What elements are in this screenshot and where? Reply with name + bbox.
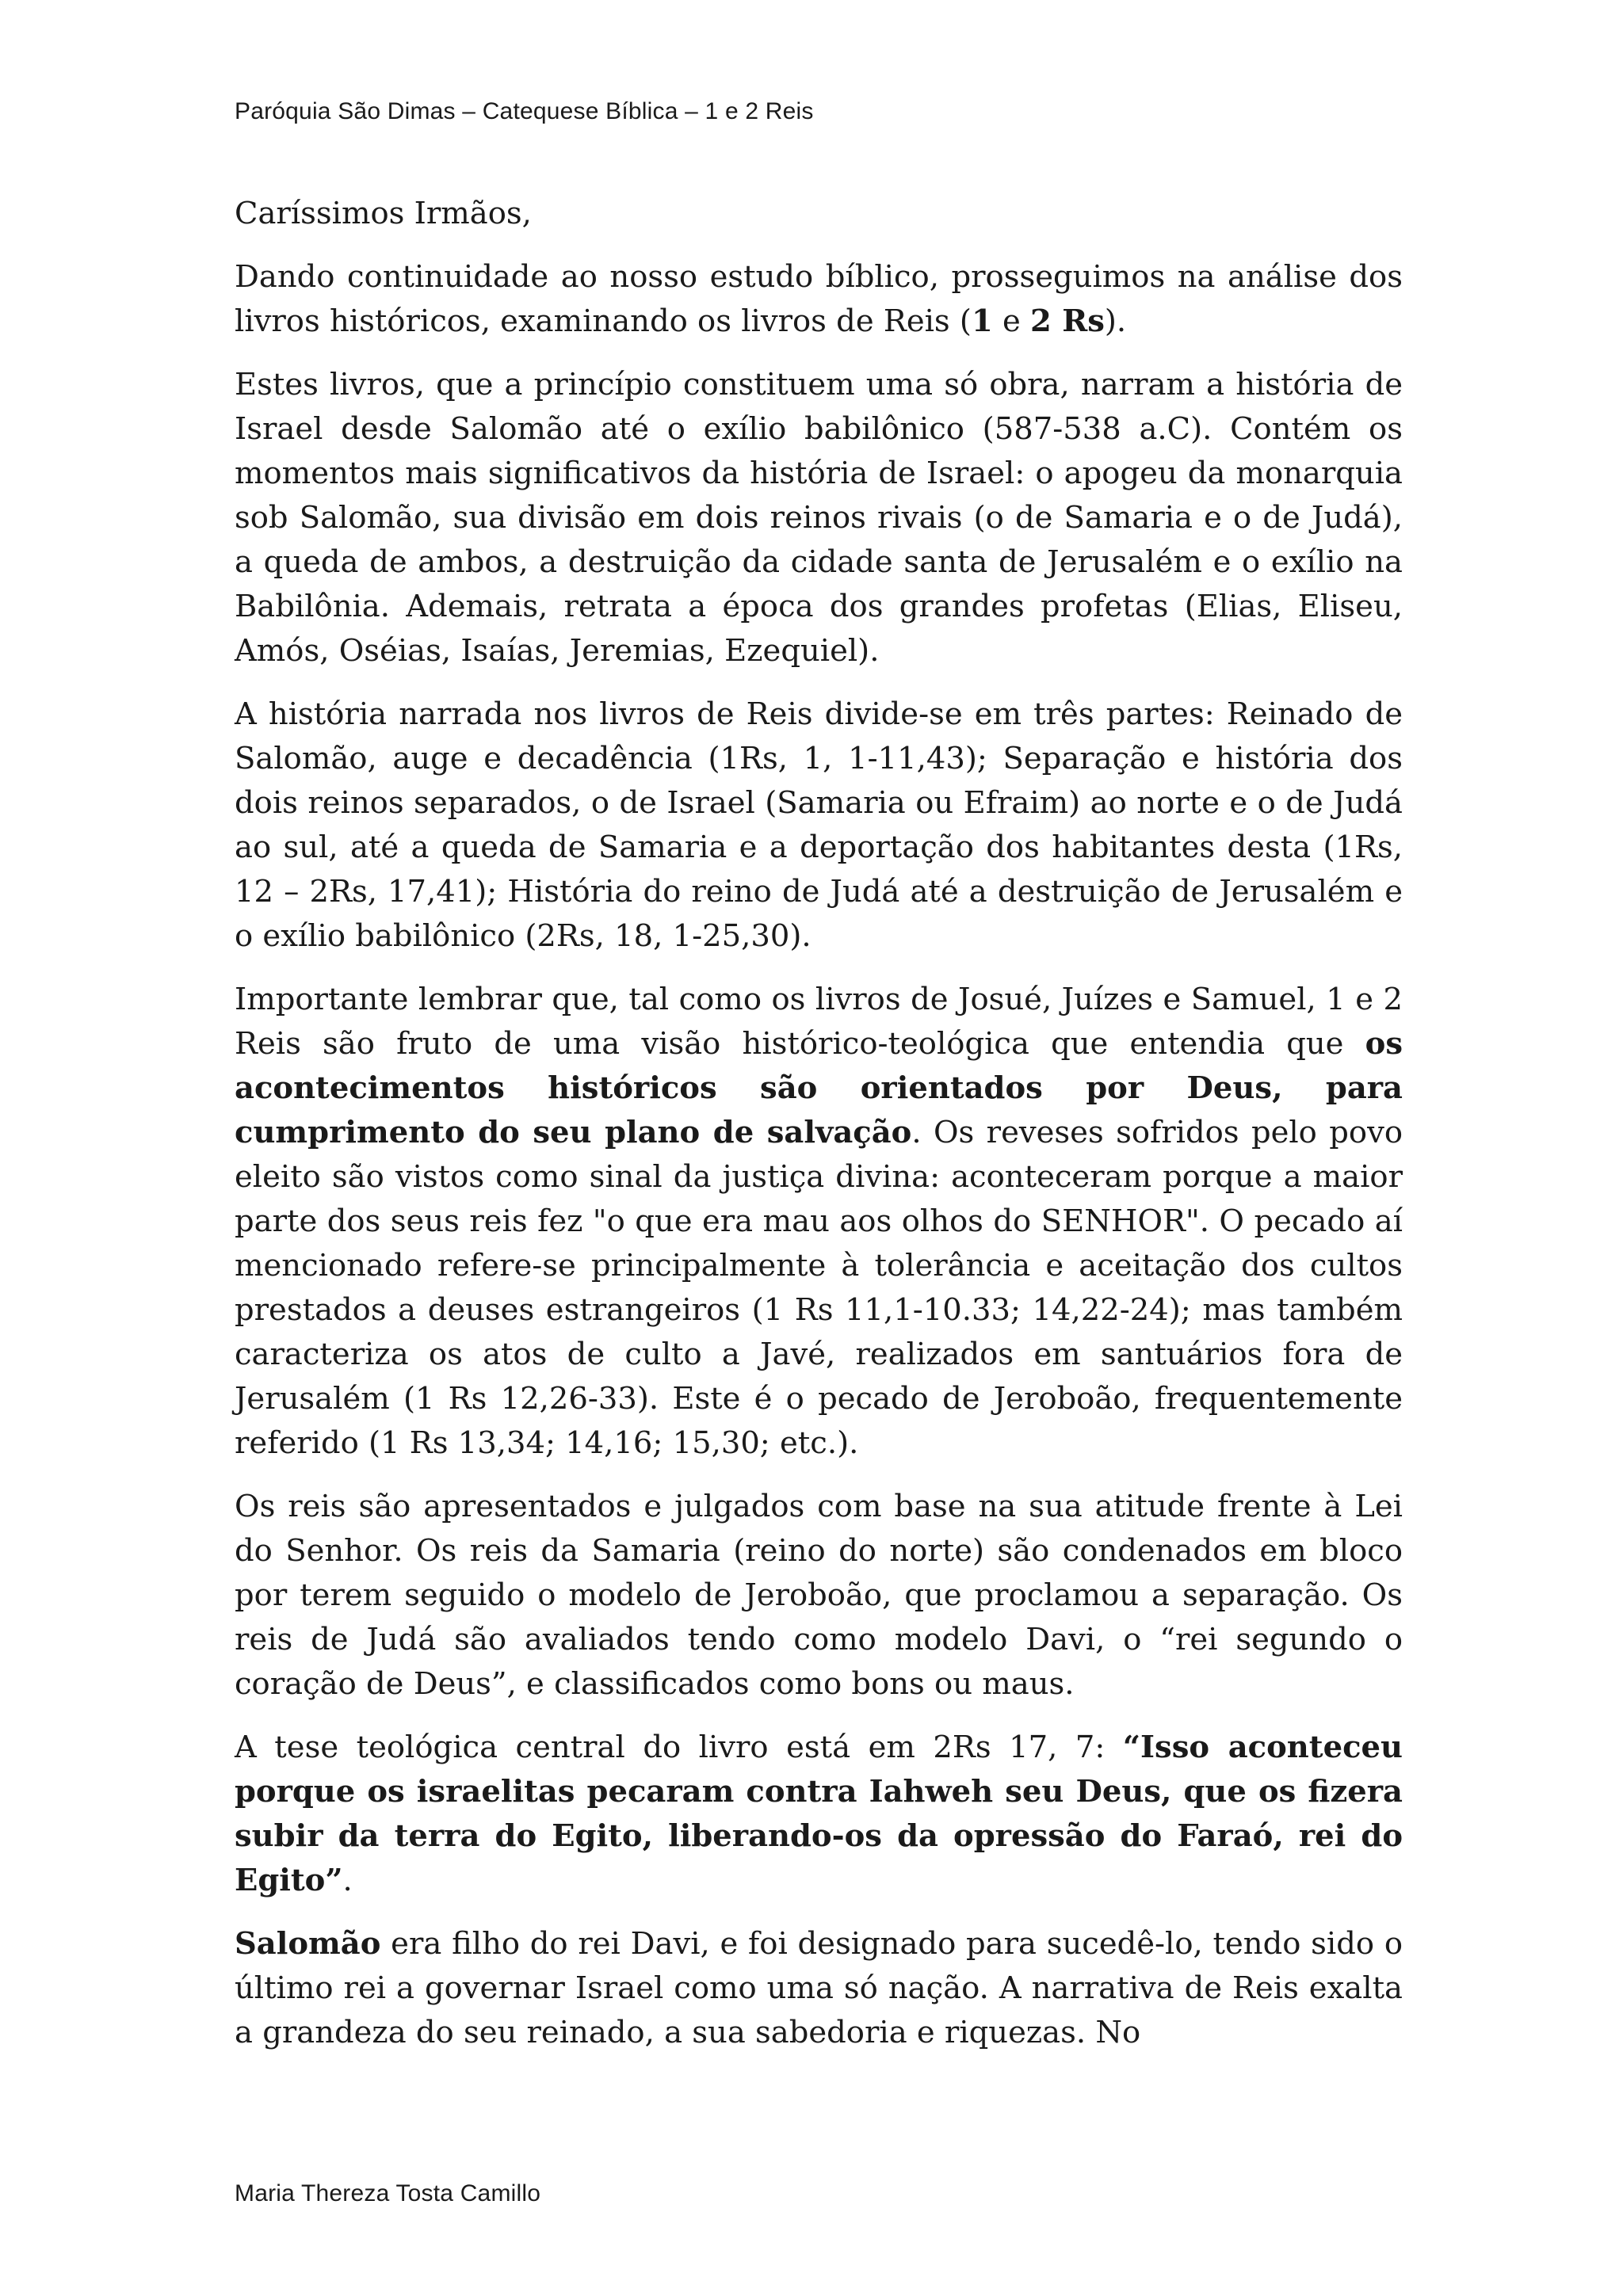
paragraph-theology xyxy=(235,978,1403,1466)
paragraph-structure: A história narrada nos livros de Reis divide-se em três partes: Reinado de Salomão, auge e decadência (1Rs, 1, 1-11,43); Separação e história dos dois reinos separados, o de Israel (Samaria ou Efraim) ao norte e o de Judá ao sul, até a queda de Samaria e a deportação dos habitantes desta (1Rs, 12 – 2Rs, 17,41); História do reino de Judá até a destruição de Jerusalém e o exílio babilônico (2Rs, 18, 1-25,30). xyxy=(235,696,1403,954)
paragraph-text: Dando continuidade ao nosso estudo bíblico, prosseguimos na análise dos livros históricos, examinando os livros de Reis ( xyxy=(235,259,1403,339)
paragraph-solomon xyxy=(235,1922,1403,2055)
running-header: Paróquia São Dimas – Catequese Bíblica – 1 e 2 Reis xyxy=(235,98,814,124)
paragraph-kings-judgment: Os reis são apresentados e julgados com base na sua atitude frente à Lei do Senhor. Os reis da Samaria (reino do norte) são condenados em bloco por terem seguido o modelo de Jeroboão, que proclamou a separação. Os reis de Judá são avaliados tendo como modelo Davi, o “rei segundo o coração de Deus”, e classificados como bons ou maus. xyxy=(235,1489,1403,1702)
paragraph-text: Importante lembrar que, tal como os livros de Josué, Juízes e Samuel, 1 e 2 Reis são fruto de uma visão histórico-teológica que entendia que xyxy=(235,982,1403,1062)
bold-emphasis: os acontecimentos históricos são orientados por Deus, para cumprimento do seu plano de salvação xyxy=(235,1026,1403,1150)
bold-quotation: “Isso aconteceu porque os israelitas pecaram contra Iahweh seu Deus, que os fizera subir da terra do Egito, liberando-os da opressão do Faraó, rei do Egito” xyxy=(235,1730,1403,1898)
paragraph-text: e xyxy=(992,303,1031,339)
document-body xyxy=(235,192,1403,2074)
bold-book-ref: 2 Rs xyxy=(1030,303,1105,339)
salutation: Caríssimos Irmãos, xyxy=(235,196,532,231)
paragraph-text: . xyxy=(342,1863,353,1898)
paragraph-text: era filho do rei Davi, e foi designado para sucedê-lo, tendo sido o último rei a governar Israel como uma só nação. A narrativa de Reis exalta a grandeza do seu reinado, a sua sabedoria e riquezas. No xyxy=(235,1926,1403,2050)
paragraph-text: A tese teológica central do livro está em 2Rs 17, 7: xyxy=(235,1730,1123,1765)
running-footer: Maria Thereza Tosta Camillo xyxy=(235,2180,541,2206)
paragraph-text: ). xyxy=(1104,303,1127,339)
paragraph-overview: Estes livros, que a princípio constituem uma só obra, narram a história de Israel desde Salomão até o exílio babilônico (587-538 a.C). Contém os momentos mais significativos da história de Israel: o apogeu da monarquia sob Salomão, sua divisão em dois reinos rivais (o de Samaria e o de Judá), a queda de ambos, a destruição da cidade santa de Jerusalém e o exílio na Babilônia. Ademais, retrata a época dos grandes profetas (Elias, Eliseu, Amós, Oséias, Isaías, Jeremias, Ezequiel). xyxy=(235,367,1403,669)
paragraph-intro xyxy=(235,255,1403,344)
paragraph-central-thesis xyxy=(235,1726,1403,1903)
bold-book-ref: 1 xyxy=(971,303,993,339)
bold-name: Salomão xyxy=(235,1926,381,1962)
paragraph-text: . Os reveses sofridos pelo povo eleito são vistos como sinal da justiça divina: aconteceram porque a maior parte dos seus reis fez "o que era mau aos olhos do SENHOR". O pecado aí mencionado refere-se principalmente à tolerância e aceitação dos cultos prestados a deuses estrangeiros (1 Rs 11,1-10.33; 14,22-24); mas também caracteriza os atos de culto a Javé, realizados em santuários fora de Jerusalém (1 Rs 12,26-33). Este é o pecado de Jeroboão, frequentemente referido (1 Rs 13,34; 14,16; 15,30; etc.). xyxy=(235,1115,1403,1461)
